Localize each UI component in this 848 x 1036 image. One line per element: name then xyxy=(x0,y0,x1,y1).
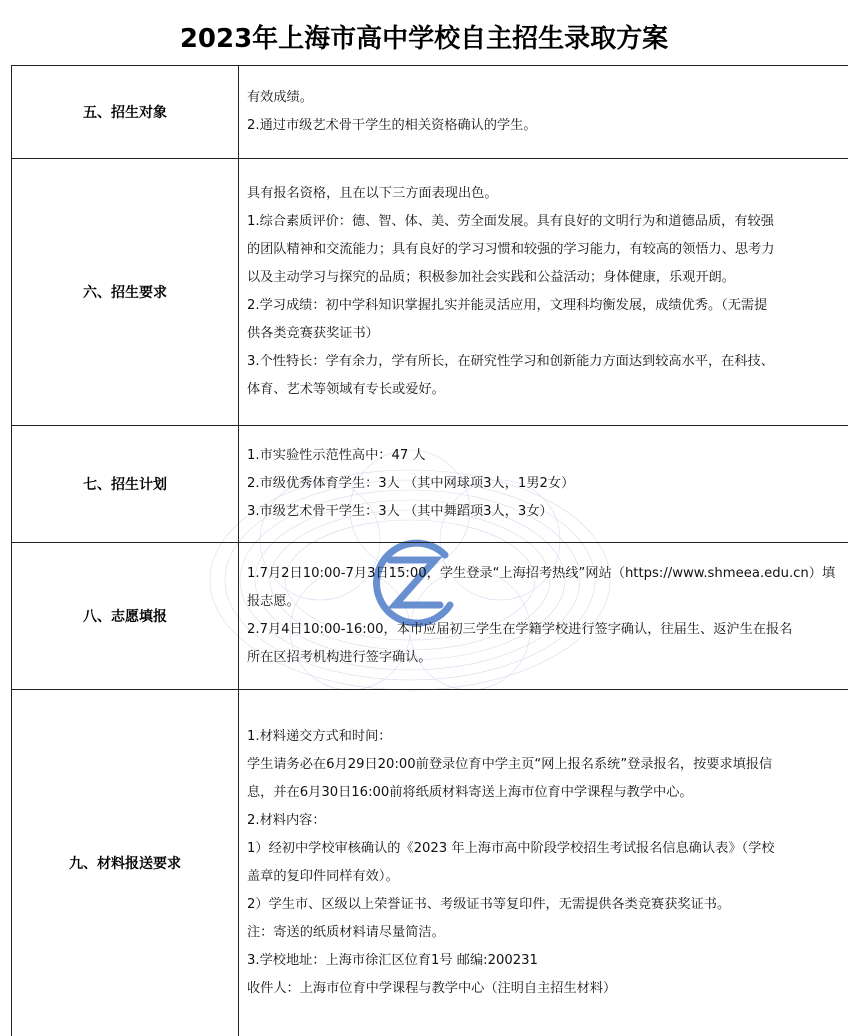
row-label: 七、招生计划 xyxy=(12,426,239,543)
content-line: 学生请务必在6月29日20:00前登录位育中学主页“网上报名系统”登录报名，按要求填报信 xyxy=(247,751,848,779)
row-content xyxy=(239,690,848,1036)
content-line: 1.市实验性示范性高中：47 人 xyxy=(247,442,848,470)
row-label: 八、志愿填报 xyxy=(12,543,239,690)
content-line: 3.市级艺术骨干学生：3人 （其中舞蹈项3人，3女） xyxy=(247,498,848,526)
content-line: 1）经初中学校审核确认的《2023 年上海市高中阶段学校招生考试报名信息确认表》（学校 xyxy=(247,835,848,863)
content-line: 有效成绩。 xyxy=(247,84,848,112)
content-line: 盖章的复印件同样有效）。 xyxy=(247,863,848,891)
content-line: 体育、艺术等领域有专长或爱好。 xyxy=(247,376,848,404)
content-line: 3.学校地址：上海市徐汇区位育1号 邮编:200231 xyxy=(247,947,848,975)
content-line: 报志愿。 xyxy=(247,588,848,616)
table-row xyxy=(12,690,848,1036)
row-content xyxy=(239,426,848,543)
content-line: 以及主动学习与探究的品质；积极参加社会实践和公益活动；身体健康，乐观开朗。 xyxy=(247,264,848,292)
content-line: 1.材料递交方式和时间： xyxy=(247,723,848,751)
content-line: 所在区招考机构进行签字确认。 xyxy=(247,644,848,672)
content-line: 2.市级优秀体育学生：3人 （其中网球项3人，1男2女） xyxy=(247,470,848,498)
row-label: 九、材料报送要求 xyxy=(12,690,239,1036)
row-label: 五、招生对象 xyxy=(12,66,239,159)
content-line: 具有报名资格，且在以下三方面表现出色。 xyxy=(247,180,848,208)
admission-plan-table xyxy=(11,65,848,1036)
page-title: 2023年上海市高中学校自主招生录取方案 xyxy=(0,18,848,55)
row-content xyxy=(239,543,848,690)
row-content xyxy=(239,159,848,426)
table-row xyxy=(12,66,848,159)
content-line: 2.通过市级艺术骨干学生的相关资格确认的学生。 xyxy=(247,112,848,140)
table-row xyxy=(12,159,848,426)
row-label: 六、招生要求 xyxy=(12,159,239,426)
content-line: 供各类竞赛获奖证书） xyxy=(247,320,848,348)
content-line: 2.7月4日10:00-16:00，本市应届初三学生在学籍学校进行签字确认，往届生、返沪生在报名 xyxy=(247,616,848,644)
content-line: 3.个性特长：学有余力，学有所长，在研究性学习和创新能力方面达到较高水平，在科技、 xyxy=(247,348,848,376)
content-line: 2.学习成绩：初中学科知识掌握扎实并能灵活应用，文理科均衡发展，成绩优秀。（无需提 xyxy=(247,292,848,320)
content-line: 注：寄送的纸质材料请尽量简洁。 xyxy=(247,919,848,947)
table-row xyxy=(12,543,848,690)
content-line: 息，并在6月30日16:00前将纸质材料寄送上海市位育中学课程与教学中心。 xyxy=(247,779,848,807)
row-content xyxy=(239,66,848,159)
content-line: 收件人：上海市位育中学课程与教学中心（注明自主招生材料） xyxy=(247,975,848,1003)
content-line: 的团队精神和交流能力；具有良好的学习习惯和较强的学习能力，有较高的领悟力、思考力 xyxy=(247,236,848,264)
content-line: 1.综合素质评价：德、智、体、美、劳全面发展。具有良好的文明行为和道德品质，有较强 xyxy=(247,208,848,236)
content-line: 2.材料内容： xyxy=(247,807,848,835)
content-line: 1.7月2日10:00-7月3日15:00，学生登录“上海招考热线”网站（https://www.shmeea.edu.cn）填 xyxy=(247,560,848,588)
table-row xyxy=(12,426,848,543)
content-line: 2）学生市、区级以上荣誉证书、考级证书等复印件，无需提供各类竞赛获奖证书。 xyxy=(247,891,848,919)
